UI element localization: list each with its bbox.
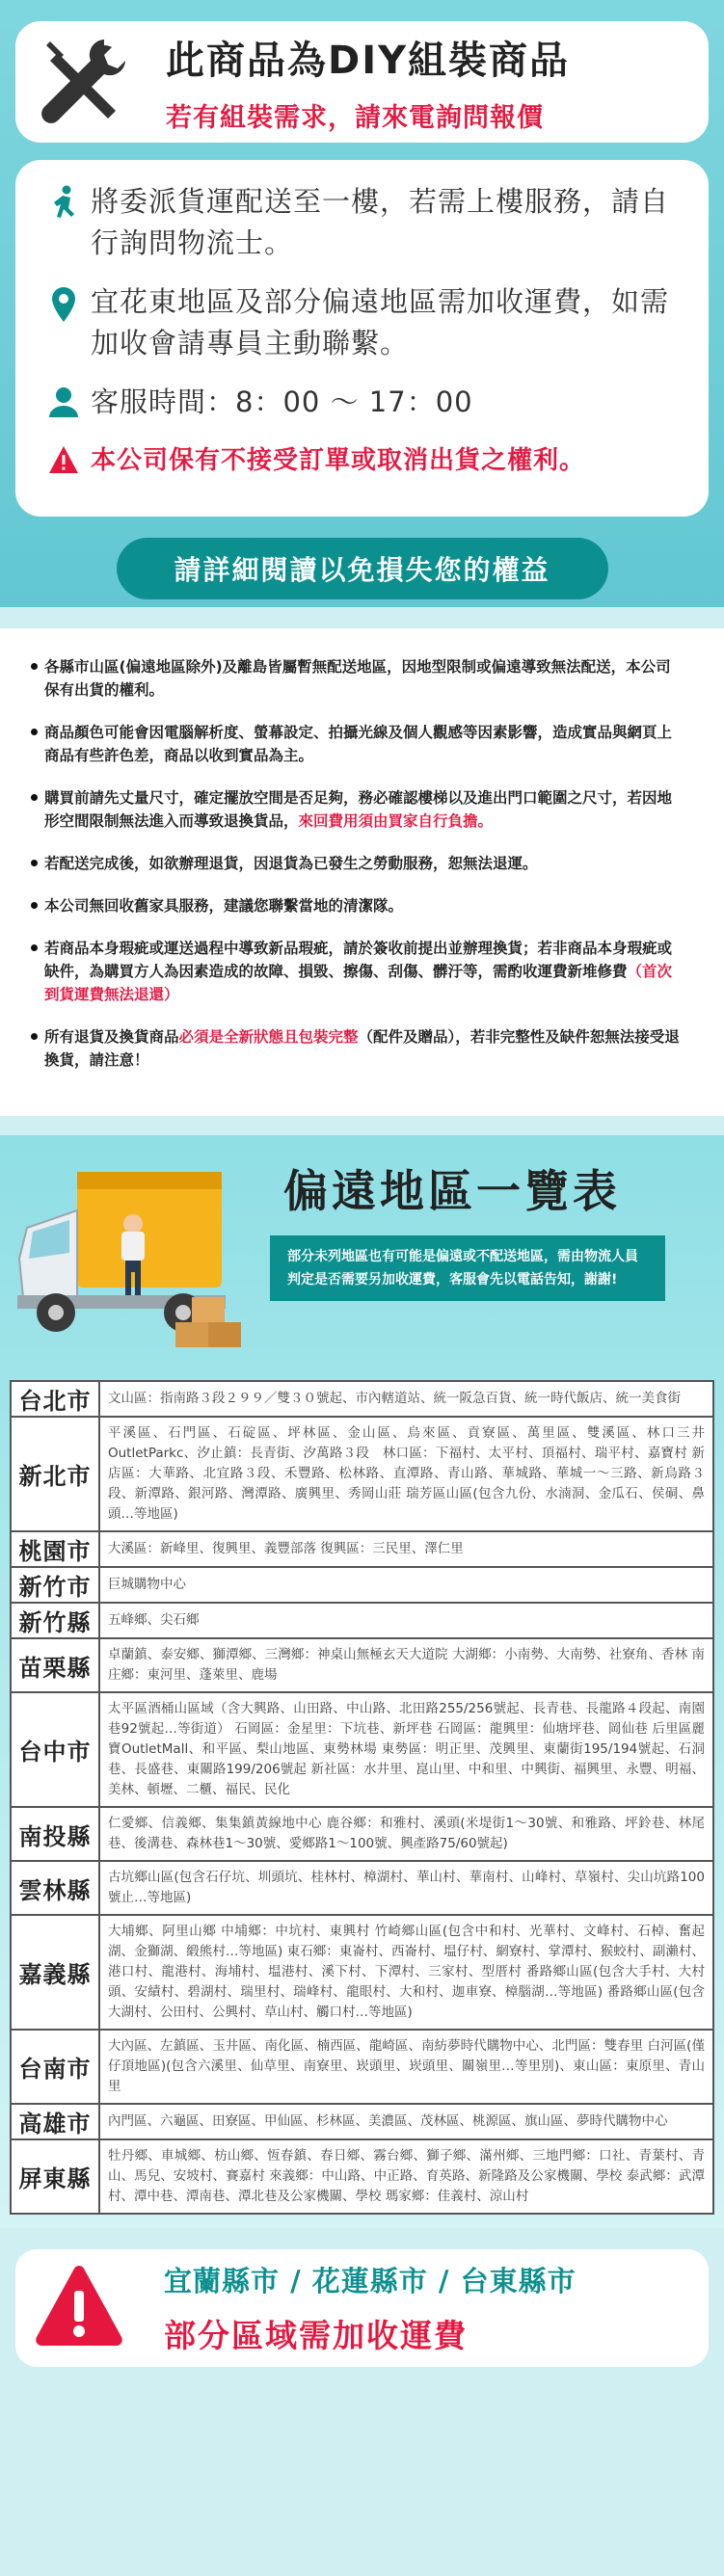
- table-row: [11, 1638, 713, 1692]
- info-row-service-hours: [37, 382, 687, 423]
- city-cell: 雲林縣: [11, 1861, 99, 1915]
- rights-pill: 請詳細閱讀以免損失您的權益: [117, 538, 608, 599]
- notice-item: [44, 894, 705, 917]
- city-cell: 新北市: [11, 1417, 99, 1531]
- notice-list: [0, 628, 724, 1116]
- area-detail-cell: 大埔鄉、阿里山鄉 中埔鄉：中坑村、東興村 竹崎鄉山區(包含中和村、光華村、文峰村、石棹、奮起湖、金獅湖、緞熊村…等地區) 東石鄉：東崙村、西崙村、塭仔村、網寮村、掌潭村、猴蛟村、副瀨村、港口村、龍港村、海埔村、塭港村、溪下村、下潭村、三家村、型厝村 番路鄉山區(包含大手村、大村頭、安績村、碧湖村、瑞里村、瑞峰村、龍眼村、大和村、迦車寮、樟腦湖…等地區) 番路鄉山區(包含大湖村、公田村、公興村、草山村、觸口村…等地區): [99, 1915, 713, 2030]
- notice-text: 若配送完成後，如欲辦理退貨，因退貨為已發生之勞動服務，恕無法退運。: [44, 855, 538, 872]
- location-pin-icon: [37, 281, 91, 324]
- city-cell: 台中市: [11, 1692, 99, 1807]
- area-detail-cell: 巨城購物中心: [99, 1567, 713, 1603]
- table-row: [11, 1567, 713, 1603]
- city-cell: 南投縣: [11, 1807, 99, 1861]
- area-detail-cell: 文山區：指南路３段２９９／雙３０號起、市內轄道站、統一阪急百貨、統一時代飯店、統一美食街: [99, 1381, 713, 1417]
- info-row-remote-fee: [37, 281, 687, 364]
- city-cell: 嘉義縣: [11, 1915, 99, 2030]
- remote-area-section: [0, 1135, 724, 2228]
- table-row: [11, 1381, 713, 1417]
- info-text-delivery: 將委派貨運配送至一樓，若需上樓服務，請自行詢問物流士。: [91, 185, 670, 259]
- diy-subtitle: 若有組裝需求，請來電詢問報價: [166, 103, 544, 133]
- table-row: [11, 2030, 713, 2104]
- notice-text: 本公司無回收舊家具服務，建議您聯繫當地的清潔隊。: [44, 897, 404, 915]
- header-section: [0, 0, 724, 607]
- info-text-remote-fee: 宜花東地區及部分偏遠地區需加收運費，如需加收會請專員主動聯繫。: [91, 285, 670, 359]
- city-cell: 新竹市: [11, 1567, 99, 1603]
- area-detail-cell: 仁愛鄉、信義鄉、集集鎮黃線地中心 鹿谷鄉：和雅村、溪頭(米堤街1～30號、和雅路、坪鈴巷、林尾巷、後溝巷、森林巷1～30號、愛鄉路1～100號、興產路75/60號起): [99, 1807, 713, 1861]
- tools-icon: [37, 36, 129, 128]
- notice-text: 購買前請先丈量尺寸，確定擺放空間是否足夠，務必確認樓梯以及進出門口範圍之尺寸，若因地形空間限制無法進入而導致退換貨品，: [44, 789, 673, 830]
- info-row-rights: [37, 440, 687, 482]
- area-detail-cell: 牡丹鄉、車城鄉、枋山鄉、恆春鎮、春日鄉、霧台鄉、獅子鄉、滿州鄉、三地門鄉：口社、青葉村、青山、馬兒、安坡村、賽嘉村 來義鄉：中山路、中正路、育英路、新隆路及公家機關、學校 泰武鄉：武潭村、潭中巷、潭南巷、潭北巷及公家機關、學校 瑪家鄉：佳義村、涼山村: [99, 2139, 713, 2214]
- diy-title: 此商品為DIY組裝商品: [166, 39, 571, 83]
- warning-icon: [37, 440, 91, 475]
- diy-notice-card: [15, 21, 709, 143]
- table-row: [11, 1417, 713, 1531]
- area-detail-cell: 五峰鄉、尖石鄉: [99, 1603, 713, 1638]
- city-cell: 台南市: [11, 2030, 99, 2104]
- area-detail-cell: 平溪區、石門區、石碇區、坪林區、金山區、烏來區、貢寮區、萬里區、雙溪區、林口三井OutletParkc、汐止鎮：長青街、汐萬路３段 林口區：下福村、太平村、頂福村、瑞平村、嘉寶村 新店區：大華路、北宜路３段、禾豐路、松林路、直潭路、青山路、華城路、華城一～三路、新烏路３段、新潭路、銀河路、灣潭路、廣興里、秀岡山莊 瑞芳區山區(包含九份、水湳洞、金瓜石、侯硐、鼻頭…等地區): [99, 1417, 713, 1531]
- notice-item: [44, 852, 705, 875]
- bottom-regions: 宜蘭縣市 / 花蓮縣市 / 台東縣市: [164, 2265, 577, 2297]
- area-detail-cell: 太平區酒桶山區域（含大興路、山田路、中山路、北田路255/256號起、長青巷、長龍路４段起、南園巷92號起…等街道） 石岡區：金星里：下坑巷、新坪巷 石岡區：龍興里：仙塘坪巷、岡仙巷 后里區麗寶OutletMall、和平區、梨山地區、東勢林場 東勢區：明正里、茂興里、東蘭街195/194號起、石洞巷、長盛巷、東關路199/206號起 新社區：水井里、崑山里、中和里、中興街、福興里、永豐、明福、美林、頓壢、二櫃、福民、民化: [99, 1692, 713, 1807]
- city-cell: 屏東縣: [11, 2139, 99, 2214]
- table-row: [11, 2104, 713, 2139]
- table-row: [11, 1807, 713, 1861]
- table-row: [11, 1915, 713, 2030]
- area-detail-cell: 卓蘭鎮、泰安鄉、獅潭鄉、三灣鄉：神桌山無極玄天大道院 大湖鄉：小南勢、大南勢、社寮角、香林 南庄鄉：東河里、蓬萊里、鹿場: [99, 1638, 713, 1692]
- table-row: [11, 1531, 713, 1567]
- table-row: [11, 1603, 713, 1638]
- walking-person-icon: [37, 181, 91, 224]
- info-text-rights: 本公司保有不接受訂單或取消出貨之權利。: [91, 446, 586, 475]
- notice-item: [44, 1025, 705, 1072]
- city-cell: 高雄市: [11, 2104, 99, 2139]
- city-cell: 新竹縣: [11, 1603, 99, 1638]
- info-card: [15, 160, 709, 517]
- city-cell: 苗栗縣: [11, 1638, 99, 1692]
- notice-item: [44, 655, 705, 702]
- notice-text: 各縣市山區(偏遠地區除外)及離島皆屬暫無配送地區，因地型限制或偏遠導致無法配送，本公司保有出貨的權利。: [44, 658, 671, 699]
- notice-text: 若商品本身瑕疵或運送過程中導致新品瑕疵，請於簽收前提出並辦理換貨；若非商品本身瑕疵或缺件，為購買方人為因素造成的故障、損毀、擦傷、刮傷、髒汙等，需酌收運費新堆修費: [44, 940, 673, 980]
- remote-title: 偏遠地區一覽表: [283, 1165, 621, 1217]
- table-row: [11, 2139, 713, 2214]
- info-row-delivery: [37, 181, 687, 264]
- notice-text: 商品顏色可能會因電腦解析度、螢幕設定、拍攝光線及個人觀感等因素影響，造成實品與網頁上商品有些許色差，商品以收到實品為主。: [44, 724, 673, 764]
- notice-item: [44, 786, 705, 833]
- notice-text: 所有退貨及換貨商品: [44, 1028, 179, 1046]
- delivery-truck-icon: [10, 1153, 260, 1365]
- table-row: [11, 1692, 713, 1807]
- area-detail-cell: 大溪區：新峰里、復興里、義豐部落 復興區：三民里、澤仁里: [99, 1531, 713, 1567]
- bottom-extra-fee: 部分區域需加收運費: [164, 2317, 468, 2354]
- notice-highlight: 必須是全新狀態且包裝完整: [178, 1028, 359, 1046]
- area-detail-cell: 內門區、六龜區、田寮區、甲仙區、杉林區、美濃區、茂林區、桃源區、旗山區、夢時代購物中心: [99, 2104, 713, 2139]
- city-cell: 台北市: [11, 1381, 99, 1417]
- bottom-notice-card: [15, 2249, 709, 2367]
- remote-description: 部分未列地區也有可能是偏遠或不配送地區，需由物流人員判定是否需要另加收運費，客服會先以電話告知，謝謝!: [270, 1235, 665, 1301]
- warning-icon: [33, 2262, 125, 2354]
- area-detail-cell: 古坑鄉山區(包含石仔坑、圳頭坑、桂林村、樟湖村、華山村、華南村、山峰村、草嶺村、尖山坑路100號止…等地區): [99, 1861, 713, 1915]
- notice-highlight: 來回費用須由買家自行負擔。: [298, 812, 494, 830]
- user-icon: [37, 382, 91, 418]
- table-row: [11, 1861, 713, 1915]
- area-detail-cell: 大內區、左鎮區、玉井區、南化區、楠西區、龍崎區、南紡夢時代購物中心、北門區：雙春里 白河區(僅仔頂地區)(包含六溪里、仙草里、南寮里、崁頭里、崁頭里、關嶺里…等里別)、東山區：東原里、青山里: [99, 2030, 713, 2104]
- notice-highlight: （首次到貨運費無法退還）: [44, 963, 673, 1003]
- city-cell: 桃園市: [11, 1531, 99, 1567]
- notice-item: [44, 937, 705, 1006]
- info-text-service-hours: 客服時間：8：00 ～ 17：00: [91, 385, 473, 418]
- notice-text: （配件及贈品），若非完整性及缺件恕無法接受退換貨，請注意！: [44, 1028, 680, 1069]
- remote-area-table: [10, 1380, 714, 2215]
- notice-item: [44, 721, 705, 767]
